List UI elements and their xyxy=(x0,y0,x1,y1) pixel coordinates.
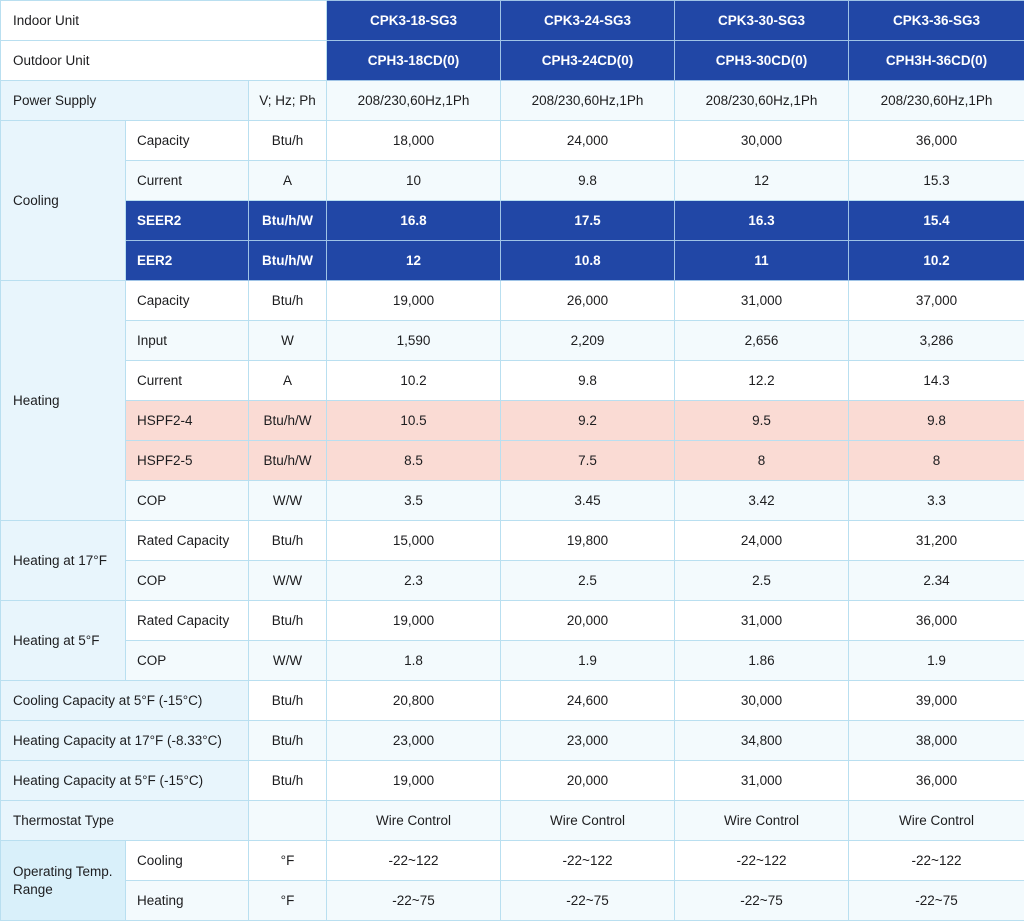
value-cell: 1.9 xyxy=(501,641,675,681)
heating-group-label: Heating xyxy=(1,281,126,521)
table-row xyxy=(1,361,1024,401)
value-cell: 38,000 xyxy=(849,721,1024,761)
outdoor-unit-row xyxy=(1,41,1024,81)
value-cell: 16.3 xyxy=(675,201,849,241)
value-cell: 14.3 xyxy=(849,361,1024,401)
cooling-group-label: Cooling xyxy=(1,121,126,281)
unit-cell: Btu/h xyxy=(249,681,327,721)
value-cell: Wire Control xyxy=(675,801,849,841)
row-label: Input xyxy=(126,321,249,361)
value-cell: 18,000 xyxy=(327,121,501,161)
table-row xyxy=(1,841,1024,881)
value-cell: -22~75 xyxy=(327,881,501,921)
unit-cell: Btu/h xyxy=(249,601,327,641)
indoor-model: CPK3-36-SG3 xyxy=(849,1,1024,41)
unit-cell: Btu/h/W xyxy=(249,401,327,441)
value-cell: 24,000 xyxy=(501,121,675,161)
value-cell: 19,000 xyxy=(327,761,501,801)
value-cell: 9.8 xyxy=(849,401,1024,441)
table-row xyxy=(1,881,1024,921)
unit-cell: Btu/h xyxy=(249,281,327,321)
value-cell: 26,000 xyxy=(501,281,675,321)
value-cell: 17.5 xyxy=(501,201,675,241)
table-row xyxy=(1,121,1024,161)
value-cell: -22~75 xyxy=(675,881,849,921)
row-label: Cooling xyxy=(126,841,249,881)
unit-cell: A xyxy=(249,161,327,201)
value-cell: 2.34 xyxy=(849,561,1024,601)
row-label: Rated Capacity xyxy=(126,521,249,561)
unit-cell: W xyxy=(249,321,327,361)
value-cell: 31,000 xyxy=(675,601,849,641)
value-cell: 3.42 xyxy=(675,481,849,521)
value-cell: 10.5 xyxy=(327,401,501,441)
operating-range-group-label: Operating Temp. Range xyxy=(1,841,126,921)
eer2-row xyxy=(1,241,1024,281)
value-cell: 208/230,60Hz,1Ph xyxy=(675,81,849,121)
row-label: COP xyxy=(126,641,249,681)
table-row xyxy=(1,321,1024,361)
hspf2-4-row xyxy=(1,401,1024,441)
table-row xyxy=(1,721,1024,761)
value-cell: 3,286 xyxy=(849,321,1024,361)
value-cell: 15.4 xyxy=(849,201,1024,241)
power-supply-label: Power Supply xyxy=(1,81,249,121)
value-cell: 1.9 xyxy=(849,641,1024,681)
value-cell: -22~122 xyxy=(327,841,501,881)
value-cell: 1,590 xyxy=(327,321,501,361)
unit-cell xyxy=(249,801,327,841)
value-cell: 36,000 xyxy=(849,121,1024,161)
value-cell: 1.86 xyxy=(675,641,849,681)
table-row xyxy=(1,161,1024,201)
table-row xyxy=(1,601,1024,641)
outdoor-model: CPH3-18CD(0) xyxy=(327,41,501,81)
unit-cell: Btu/h xyxy=(249,721,327,761)
row-label: Cooling Capacity at 5°F (-15°C) xyxy=(1,681,249,721)
row-label: COP xyxy=(126,481,249,521)
indoor-unit-row xyxy=(1,1,1024,41)
table-row xyxy=(1,481,1024,521)
value-cell: 39,000 xyxy=(849,681,1024,721)
row-label: Capacity xyxy=(126,121,249,161)
value-cell: 20,000 xyxy=(501,601,675,641)
value-cell: 31,000 xyxy=(675,281,849,321)
value-cell: 34,800 xyxy=(675,721,849,761)
value-cell: 31,200 xyxy=(849,521,1024,561)
table-row xyxy=(1,641,1024,681)
value-cell: 15,000 xyxy=(327,521,501,561)
row-label: Heating Capacity at 17°F (-8.33°C) xyxy=(1,721,249,761)
value-cell: 19,000 xyxy=(327,281,501,321)
row-label: COP xyxy=(126,561,249,601)
unit-cell: Btu/h xyxy=(249,761,327,801)
value-cell: 31,000 xyxy=(675,761,849,801)
value-cell: 9.8 xyxy=(501,161,675,201)
row-label: HSPF2-4 xyxy=(126,401,249,441)
row-label: Rated Capacity xyxy=(126,601,249,641)
hspf2-5-row xyxy=(1,441,1024,481)
indoor-model: CPK3-24-SG3 xyxy=(501,1,675,41)
unit-cell: Btu/h xyxy=(249,521,327,561)
row-label: Thermostat Type xyxy=(1,801,249,841)
value-cell: 2.5 xyxy=(675,561,849,601)
value-cell: 12 xyxy=(675,161,849,201)
value-cell: 8.5 xyxy=(327,441,501,481)
row-label: EER2 xyxy=(126,241,249,281)
unit-cell: Btu/h/W xyxy=(249,201,327,241)
value-cell: 3.45 xyxy=(501,481,675,521)
value-cell: 208/230,60Hz,1Ph xyxy=(501,81,675,121)
unit-cell: W/W xyxy=(249,481,327,521)
value-cell: 36,000 xyxy=(849,601,1024,641)
unit-cell: A xyxy=(249,361,327,401)
unit-cell: V; Hz; Ph xyxy=(249,81,327,121)
unit-cell: °F xyxy=(249,841,327,881)
value-cell: 19,800 xyxy=(501,521,675,561)
table-row xyxy=(1,761,1024,801)
row-label: Current xyxy=(126,361,249,401)
value-cell: 10.2 xyxy=(849,241,1024,281)
unit-cell: W/W xyxy=(249,641,327,681)
value-cell: 20,800 xyxy=(327,681,501,721)
unit-cell: Btu/h xyxy=(249,121,327,161)
value-cell: 24,600 xyxy=(501,681,675,721)
indoor-model: CPK3-18-SG3 xyxy=(327,1,501,41)
value-cell: 7.5 xyxy=(501,441,675,481)
unit-cell: °F xyxy=(249,881,327,921)
heating-17f-group-label: Heating at 17°F xyxy=(1,521,126,601)
table-row xyxy=(1,281,1024,321)
value-cell: -22~122 xyxy=(849,841,1024,881)
value-cell: 9.8 xyxy=(501,361,675,401)
row-label: Heating Capacity at 5°F (-15°C) xyxy=(1,761,249,801)
value-cell: Wire Control xyxy=(501,801,675,841)
table-row xyxy=(1,801,1024,841)
value-cell: -22~75 xyxy=(849,881,1024,921)
power-supply-row xyxy=(1,81,1024,121)
indoor-model: CPK3-30-SG3 xyxy=(675,1,849,41)
value-cell: 30,000 xyxy=(675,121,849,161)
indoor-unit-label: Indoor Unit xyxy=(1,1,327,41)
value-cell: 23,000 xyxy=(327,721,501,761)
outdoor-unit-label: Outdoor Unit xyxy=(1,41,327,81)
outdoor-model: CPH3-24CD(0) xyxy=(501,41,675,81)
value-cell: 10.2 xyxy=(327,361,501,401)
value-cell: 208/230,60Hz,1Ph xyxy=(849,81,1024,121)
value-cell: 24,000 xyxy=(675,521,849,561)
value-cell: 2,656 xyxy=(675,321,849,361)
row-label: HSPF2-5 xyxy=(126,441,249,481)
value-cell: 12 xyxy=(327,241,501,281)
value-cell: 12.2 xyxy=(675,361,849,401)
table-row xyxy=(1,521,1024,561)
row-label: Heating xyxy=(126,881,249,921)
value-cell: -22~122 xyxy=(501,841,675,881)
value-cell: -22~122 xyxy=(675,841,849,881)
value-cell: 23,000 xyxy=(501,721,675,761)
value-cell: 19,000 xyxy=(327,601,501,641)
value-cell: Wire Control xyxy=(327,801,501,841)
heating-5f-group-label: Heating at 5°F xyxy=(1,601,126,681)
row-label: Capacity xyxy=(126,281,249,321)
value-cell: 3.5 xyxy=(327,481,501,521)
value-cell: -22~75 xyxy=(501,881,675,921)
table-row xyxy=(1,561,1024,601)
value-cell: 8 xyxy=(849,441,1024,481)
row-label: SEER2 xyxy=(126,201,249,241)
value-cell: Wire Control xyxy=(849,801,1024,841)
value-cell: 2.5 xyxy=(501,561,675,601)
value-cell: 9.5 xyxy=(675,401,849,441)
table-row xyxy=(1,681,1024,721)
value-cell: 3.3 xyxy=(849,481,1024,521)
seer2-row xyxy=(1,201,1024,241)
value-cell: 2,209 xyxy=(501,321,675,361)
outdoor-model: CPH3H-36CD(0) xyxy=(849,41,1024,81)
value-cell: 11 xyxy=(675,241,849,281)
value-cell: 208/230,60Hz,1Ph xyxy=(327,81,501,121)
value-cell: 8 xyxy=(675,441,849,481)
value-cell: 10 xyxy=(327,161,501,201)
value-cell: 15.3 xyxy=(849,161,1024,201)
outdoor-model: CPH3-30CD(0) xyxy=(675,41,849,81)
unit-cell: Btu/h/W xyxy=(249,441,327,481)
unit-cell: Btu/h/W xyxy=(249,241,327,281)
value-cell: 36,000 xyxy=(849,761,1024,801)
unit-cell: W/W xyxy=(249,561,327,601)
value-cell: 20,000 xyxy=(501,761,675,801)
value-cell: 2.3 xyxy=(327,561,501,601)
row-label: Current xyxy=(126,161,249,201)
value-cell: 1.8 xyxy=(327,641,501,681)
value-cell: 10.8 xyxy=(501,241,675,281)
value-cell: 37,000 xyxy=(849,281,1024,321)
value-cell: 30,000 xyxy=(675,681,849,721)
value-cell: 16.8 xyxy=(327,201,501,241)
value-cell: 9.2 xyxy=(501,401,675,441)
